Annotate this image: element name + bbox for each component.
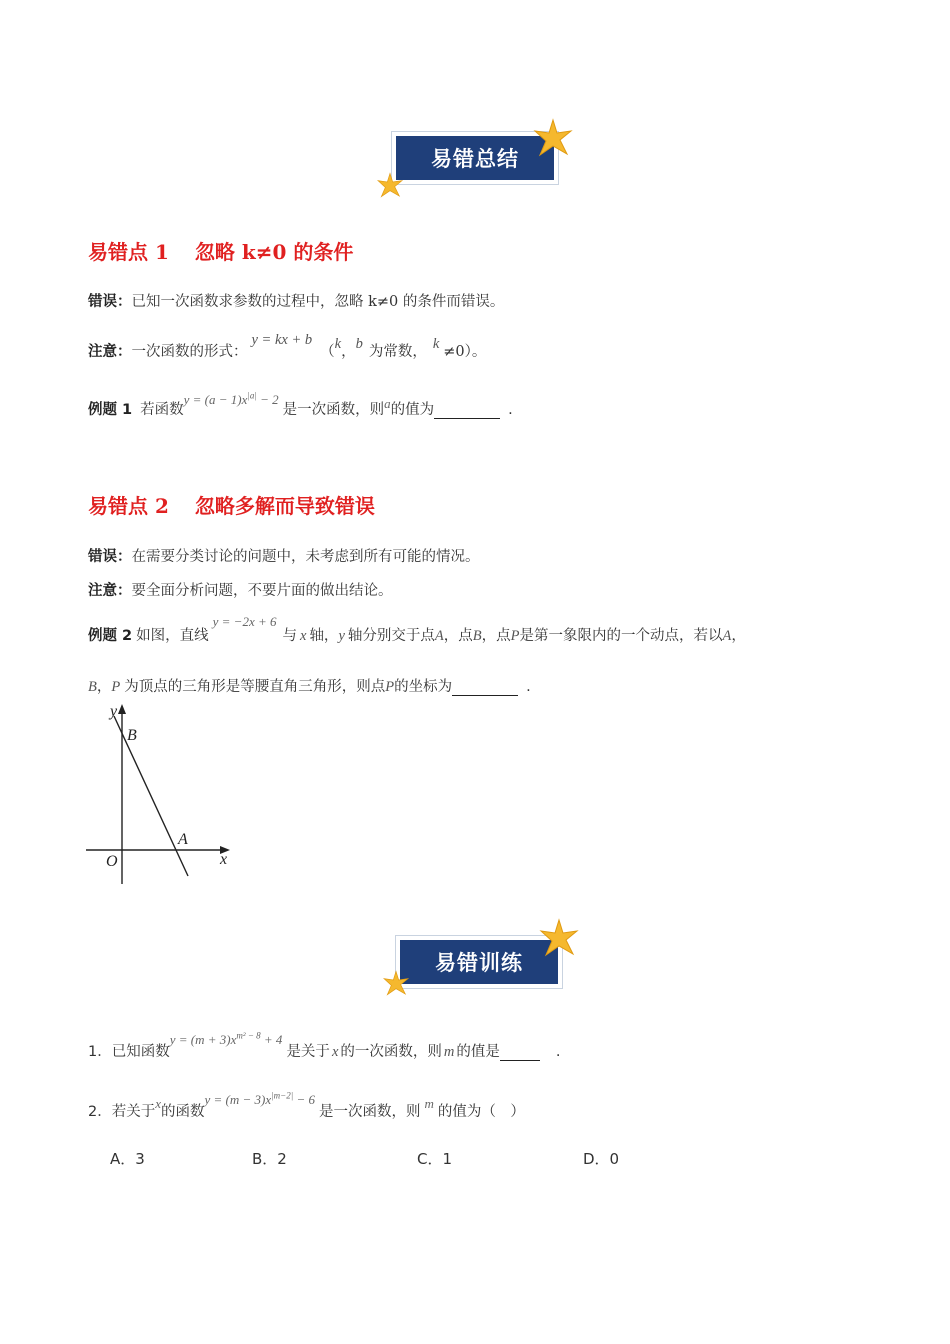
option-b[interactable]: B．2	[252, 1150, 287, 1168]
error-point-1-heading: 易错点 1 忽略 k≠0 的条件	[88, 240, 354, 264]
answer-blank[interactable]	[500, 1044, 540, 1061]
banner-title: 易错训练	[400, 940, 558, 984]
star-icon	[532, 118, 574, 160]
line-y-eq-minus-2x-plus-6	[114, 716, 188, 876]
option-d[interactable]: D．0	[583, 1150, 620, 1168]
x-axis-label: x	[220, 851, 228, 868]
point-a-label: A	[178, 831, 188, 848]
exercise-2: 2．若关于x的函数$y = (m - 3)x^{|m-2|} - 6$是一次函数，则m的值为（ ）	[88, 1090, 525, 1120]
example-2-line-2: B，P 为顶点的三角形是等腰直角三角形，则点P的坐标为 .	[88, 679, 531, 695]
answer-blank[interactable]	[434, 402, 500, 419]
star-icon	[538, 918, 580, 960]
star-icon	[382, 970, 410, 998]
example-2-line-1: 例题 2 如图，直线y = −2x + 6与 x 轴，y 轴分别交于点A，点B，点P是第一象限内的一个动点，若以A，	[88, 614, 746, 644]
option-c[interactable]: C．1	[417, 1150, 453, 1168]
error-point-2-heading: 易错点 2 忽略多解而导致错误	[88, 494, 375, 518]
error-point-1-note: 注意：一次函数的形式：y = kx + b（k，b 为常数， k ≠0）。	[88, 332, 487, 360]
point-b-label: B	[127, 727, 137, 744]
answer-blank[interactable]	[452, 679, 518, 696]
exercise-1: 1．已知函数$y = (m + 3)x^{m^2 - 8} + 4$是关于 x 的一次函数，则 m 的值是 .	[88, 1030, 561, 1060]
origin-label: O	[106, 853, 118, 870]
banner-title: 易错总结	[396, 136, 554, 180]
error-point-2-note: 注意：要全面分析问题，不要片面的做出结论。	[88, 583, 393, 599]
example-1: 例题 1 若函数$y = (a - 1)x^{|a|} - 2$是一次函数，则a的值为 .	[88, 390, 513, 418]
line-graph-figure	[80, 700, 240, 890]
y-axis-arrow	[118, 704, 126, 714]
error-point-1-error: 错误：已知一次函数求参数的过程中，忽略 k≠0 的条件而错误。	[88, 294, 505, 310]
y-axis-label: y	[110, 703, 118, 720]
error-point-2-error: 错误：在需要分类讨论的问题中，未考虑到所有可能的情况。	[88, 549, 480, 565]
star-icon	[376, 172, 404, 200]
option-a[interactable]: A．3	[110, 1150, 145, 1168]
